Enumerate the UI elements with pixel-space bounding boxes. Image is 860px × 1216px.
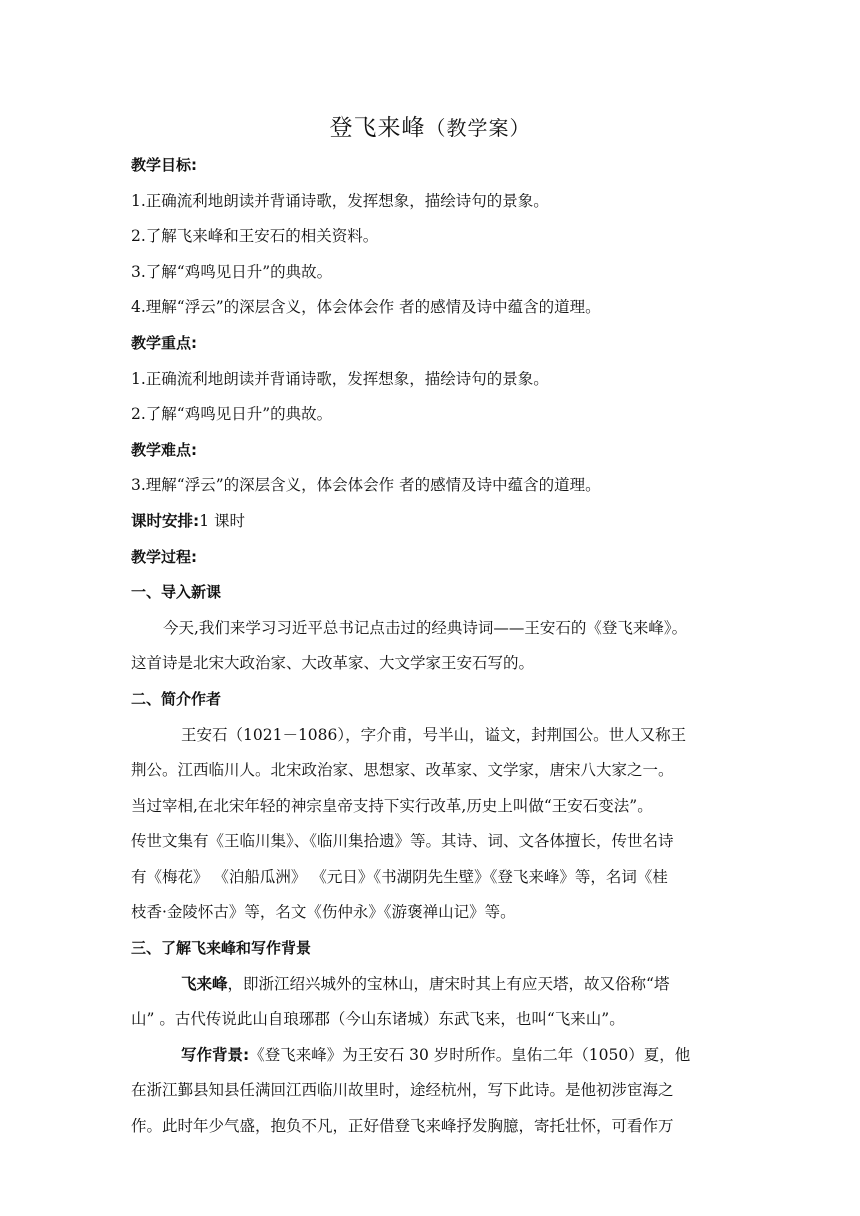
section-heading-intro: 一、导入新课 [131, 583, 222, 602]
feilai-label: 飞来峰 [181, 974, 228, 993]
document-body [131, 148, 731, 1145]
schedule-value: 1 课时 [199, 511, 245, 530]
objective-item: 1.正确流利地朗读并背诵诗歌，发挥想象，描绘诗句的景象。 [131, 191, 549, 210]
objective-item: 3.了解“鸡鸣见日升”的典故。 [131, 262, 333, 281]
author-paragraph-line: 有《梅花》 《泊船瓜洲》 《元日》《书湖阴先生壁》《登飞来峰》等，名词《桂 [131, 867, 668, 886]
key-point-item: 1.正确流利地朗读并背诵诗歌，发挥想象，描绘诗句的景象。 [131, 369, 549, 388]
section-heading-background: 三、了解飞来峰和写作背景 [131, 939, 312, 958]
objective-item: 4.理解“浮云”的深层含义，体会体会作 者的感情及诗中蕴含的道理。 [131, 298, 601, 317]
author-paragraph-line: 王安石（1021－1086），字介甫，号半山，谥文，封荆国公。世人又称王 [181, 725, 687, 744]
section-heading-author: 二、简介作者 [131, 689, 222, 708]
feilai-text: ，即浙江绍兴城外的宝林山，唐宋时其上有应天塔，故又俗称“塔 [227, 974, 670, 993]
intro-paragraph-line: 今天,我们来学习习近平总书记点击过的经典诗词——王安石的《登飞来峰》。 [163, 618, 688, 637]
feilai-paragraph-line [131, 967, 731, 1003]
schedule-line [131, 504, 731, 540]
difficulty-item: 3.理解“浮云”的深层含义，体会体会作 者的感情及诗中蕴含的道理。 [131, 476, 601, 495]
document-title [0, 108, 860, 148]
objectives-heading: 教学目标: [131, 156, 197, 174]
author-paragraph-line: 当过宰相,在北宋年轻的神宗皇帝支持下实行改革,历史上叫做“王安石变法”。 [131, 796, 653, 815]
key-point-item: 2.了解“鸡鸣见日升”的典故。 [131, 405, 333, 424]
author-paragraph-line: 荆公。江西临川人。北宋政治家、思想家、改革家、文学家，唐宋八大家之一。 [131, 761, 674, 780]
author-paragraph-line: 枝香·金陵怀古》等，名文《伤仲永》《游褒禅山记》等。 [131, 903, 516, 922]
background-label: 写作背景: [181, 1045, 250, 1064]
difficulties-heading: 教学难点: [131, 440, 197, 459]
background-text: 《登飞来峰》为王安石 30 岁时所作。皇佑二年（1050）夏，他 [249, 1045, 691, 1064]
schedule-label: 课时安排: [131, 511, 200, 530]
title-subtitle: （教学案） [425, 116, 531, 140]
key-points-heading: 教学重点: [131, 333, 197, 352]
author-paragraph-line: 传世文集有《王临川集》、《临川集拾遗》等。其诗、词、文各体擅长，传世名诗 [131, 832, 674, 851]
background-paragraph-line [131, 1038, 731, 1074]
feilai-paragraph-line: 山” 。古代传说此山自琅琊郡（今山东诸城）东武飞来，也叫“飞来山”。 [131, 1010, 625, 1029]
intro-paragraph-line: 这首诗是北宋大政治家、大改革家、大文学家王安石写的。 [131, 654, 535, 673]
title-main: 登飞来峰 [329, 115, 426, 141]
background-paragraph-line: 作。此时年少气盛，抱负不凡，正好借登飞来峰抒发胸臆，寄托壮怀，可看作万 [131, 1117, 674, 1136]
background-paragraph-line: 在浙江鄞县知县任满回江西临川故里时，途经杭州，写下此诗。是他初涉宦海之 [131, 1081, 674, 1100]
objective-item: 2.了解飞来峰和王安石的相关资料。 [131, 227, 379, 246]
process-heading: 教学过程: [131, 547, 197, 566]
